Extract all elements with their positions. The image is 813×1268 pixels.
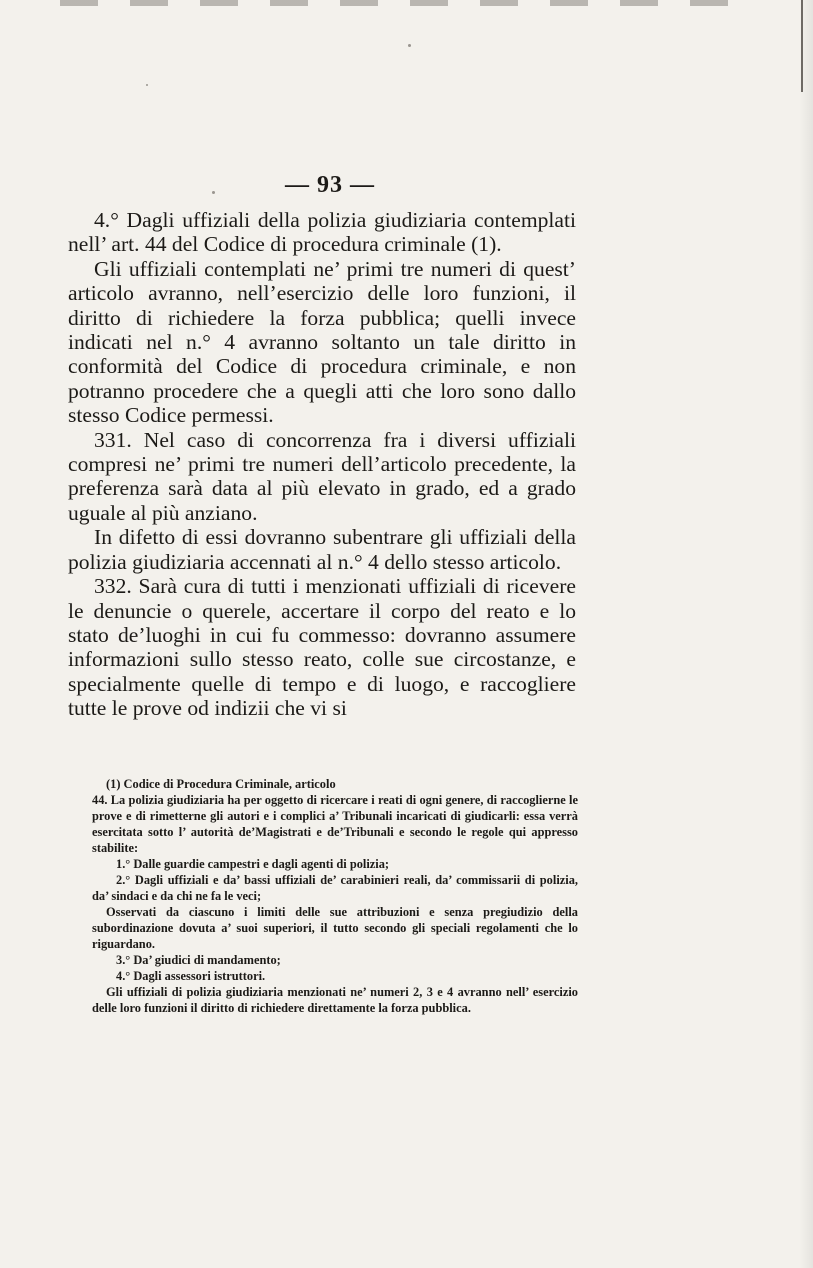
footnote-line: 3.° Da’ giudici di mandamento;	[116, 953, 281, 967]
footnote-line: 2.° Dagli uffiziali e da’ bassi uffiziali de’ carabinieri reali, da’ commissarii di polizia, da’ sindaci e da chi ne fa le veci;	[92, 873, 578, 903]
paper-speck	[408, 44, 411, 47]
footnote-line: 4.° Dagli assessori istruttori.	[116, 969, 266, 983]
footnote-heading: (1) Codice di Procedura Criminale, articolo	[106, 777, 336, 791]
footnote-line: Osservati da ciascuno i limiti delle sue attribuzioni e senza pregiudizio della subordinazione dovuta a’ suoi superiori, il tutto secondo gli speciali regolamenti che lo riguardano.	[92, 905, 578, 951]
paragraph: 331. Nel caso di concorrenza fra i diversi uffiziali compresi ne’ primi tre numeri dell’articolo precedente, la preferenza sarà data al più elevato in grado, ed a grado uguale al più anziano.	[68, 427, 576, 525]
top-edge-marks	[60, 0, 760, 6]
paragraph: In difetto di essi dovranno subentrare gli uffiziali della polizia giudiziaria accennati al n.° 4 dello stesso articolo.	[68, 525, 576, 574]
page-number: — 93 —	[285, 172, 375, 198]
main-text	[68, 208, 576, 721]
paragraph: 332. Sarà cura di tutti i menzionati uffiziali di ricevere le denuncie o querele, accertare il corpo del reato e lo stato de’luoghi in cui fu commesso: dovranno assumere informazioni sullo stesso reato, colle sue circostanze, e specialmente quelle di tempo e di luogo, e raccogliere tutte le prove od indizii che vi si	[68, 574, 576, 721]
paragraph: 4.° Dagli uffiziali della polizia giudiziaria contemplati nell’ art. 44 del Codice di procedura criminale (1).	[68, 208, 576, 257]
footnote	[92, 776, 578, 1016]
paragraph: Gli uffiziali contemplati ne’ primi tre numeri di quest’ articolo avranno, nell’esercizio delle loro funzioni, il diritto di richiedere la forza pubblica; quelli invece indicati nel n.° 4 avranno soltanto un tale diritto in conformità del Codice di procedura criminale, e non potranno procedere che a quegli atti che loro sono dallo stesso Codice permessi.	[68, 256, 576, 428]
paper-speck	[146, 84, 148, 86]
footnote-line: Gli uffiziali di polizia giudiziaria menzionati ne’ numeri 2, 3 e 4 avranno nell’ esercizio delle loro funzioni il diritto di richiedere direttamente la forza pubblica.	[92, 985, 578, 1015]
page-edge-shade	[799, 0, 813, 1268]
footnote-line: 1.° Dalle guardie campestri e dagli agenti di polizia;	[116, 857, 390, 871]
footnote-line: 44. La polizia giudiziaria ha per oggetto di ricercare i reati di ogni genere, di raccoglierne le prove e di rimetterne gli autori e i complici a’ Tribunali incaricati di giudicarli: essa verrà esercitata sotto l’ autorità de’Magistrati e de’Tribunali e secondo le regole qui appresso stabilite:	[92, 793, 578, 855]
